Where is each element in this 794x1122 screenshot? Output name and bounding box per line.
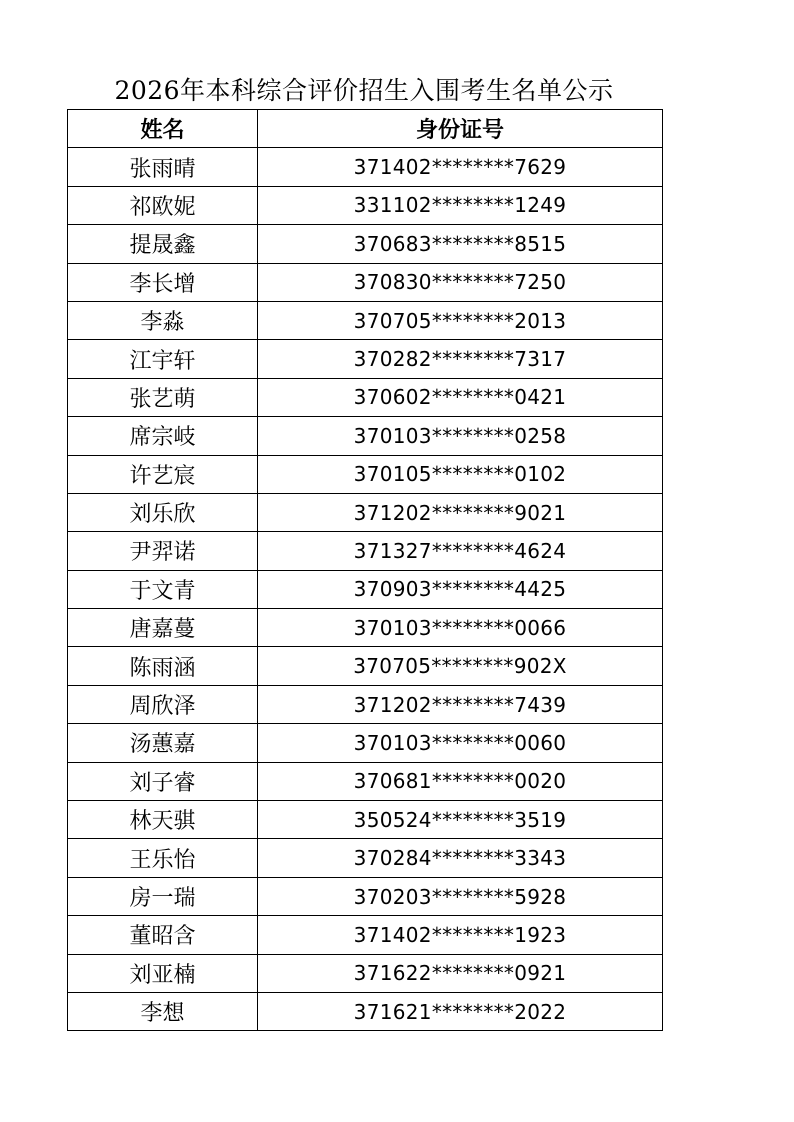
candidate-name: 席宗岐 [68, 417, 258, 455]
candidate-name: 于文青 [68, 570, 258, 608]
table-row [68, 570, 663, 608]
table-row [68, 532, 663, 570]
table-row [68, 839, 663, 877]
candidate-id-number: 371402********1923 [258, 916, 663, 954]
candidate-name: 房一瑞 [68, 877, 258, 915]
candidate-name: 陈雨涵 [68, 647, 258, 685]
candidate-id-number: 370683********8515 [258, 225, 663, 263]
table-row [68, 877, 663, 915]
table-row [68, 378, 663, 416]
candidate-name: 唐嘉蔓 [68, 609, 258, 647]
table-row [68, 609, 663, 647]
candidate-id-number: 370705********2013 [258, 301, 663, 339]
candidate-name: 李长增 [68, 263, 258, 301]
candidate-id-number: 370103********0258 [258, 417, 663, 455]
candidate-name: 尹羿诺 [68, 532, 258, 570]
table-row [68, 493, 663, 531]
candidate-name: 许艺宸 [68, 455, 258, 493]
candidate-name: 刘乐欣 [68, 493, 258, 531]
header-name: 姓名 [68, 110, 258, 148]
candidate-id-number: 331102********1249 [258, 186, 663, 224]
table-row [68, 340, 663, 378]
candidate-id-number: 350524********3519 [258, 801, 663, 839]
candidate-id-number: 370103********0060 [258, 724, 663, 762]
candidate-name: 张雨晴 [68, 148, 258, 186]
candidate-id-number: 371622********0921 [258, 954, 663, 992]
table-row [68, 685, 663, 723]
candidate-id-number: 371202********7439 [258, 685, 663, 723]
table-row [68, 263, 663, 301]
candidate-id-number: 370681********0020 [258, 762, 663, 800]
header-id-number: 身份证号 [258, 110, 663, 148]
table-row [68, 417, 663, 455]
table-row [68, 148, 663, 186]
candidate-id-number: 370830********7250 [258, 263, 663, 301]
candidate-name: 李想 [68, 992, 258, 1030]
candidate-name: 汤蕙嘉 [68, 724, 258, 762]
candidate-name: 祁欧妮 [68, 186, 258, 224]
table-row [68, 724, 663, 762]
table-row [68, 455, 663, 493]
candidate-name: 提晟鑫 [68, 225, 258, 263]
table-row [68, 301, 663, 339]
table-row [68, 186, 663, 224]
candidate-name: 董昭含 [68, 916, 258, 954]
candidate-id-number: 370203********5928 [258, 877, 663, 915]
table-row [68, 801, 663, 839]
candidate-id-number: 370282********7317 [258, 340, 663, 378]
candidate-name: 刘子睿 [68, 762, 258, 800]
table-row [68, 225, 663, 263]
candidate-table [67, 109, 663, 1031]
candidate-id-number: 370105********0102 [258, 455, 663, 493]
candidate-name: 王乐怡 [68, 839, 258, 877]
candidate-id-number: 371202********9021 [258, 493, 663, 531]
candidate-name: 林天骐 [68, 801, 258, 839]
candidate-name: 江宇轩 [68, 340, 258, 378]
candidate-name: 李淼 [68, 301, 258, 339]
table-row [68, 647, 663, 685]
candidate-id-number: 370705********902X [258, 647, 663, 685]
candidate-id-number: 371621********2022 [258, 992, 663, 1030]
candidate-id-number: 371402********7629 [258, 148, 663, 186]
page-title: 2026年本科综合评价招生入围考生名单公示 [114, 76, 614, 105]
table-row [68, 916, 663, 954]
candidate-id-number: 370103********0066 [258, 609, 663, 647]
candidate-name: 刘亚楠 [68, 954, 258, 992]
candidate-id-number: 371327********4624 [258, 532, 663, 570]
candidate-id-number: 370284********3343 [258, 839, 663, 877]
candidate-name: 周欣泽 [68, 685, 258, 723]
candidate-id-number: 370903********4425 [258, 570, 663, 608]
header-row [68, 110, 663, 148]
candidate-name: 张艺萌 [68, 378, 258, 416]
table-row [68, 762, 663, 800]
table-body [68, 148, 663, 1031]
candidate-id-number: 370602********0421 [258, 378, 663, 416]
table-row [68, 992, 663, 1030]
table-row [68, 954, 663, 992]
table-header [68, 110, 663, 148]
